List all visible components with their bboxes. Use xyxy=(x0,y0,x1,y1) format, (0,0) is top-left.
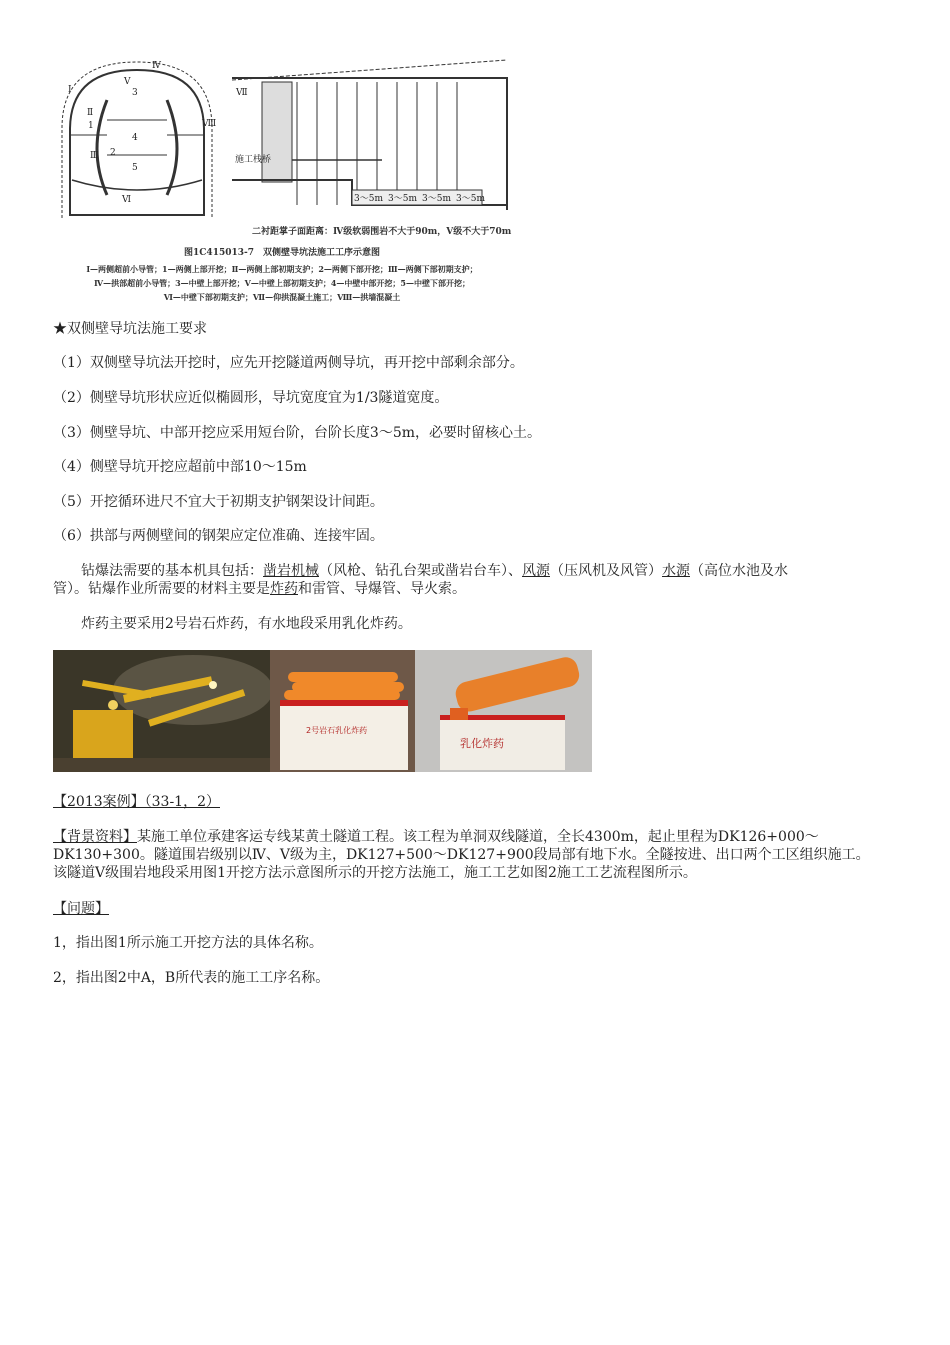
background-line-2: DK130+300。隧道围岩级别以Ⅳ、Ⅴ级为主，DK127+500～DK127+900段局部有地下水。全隧按进、出口两个工区组织施工。 xyxy=(53,847,870,863)
requirement-1: （1）双侧壁导坑法开挖时，应先开挖隧道两侧导坑，再开挖中部剩余部分。 xyxy=(53,355,524,371)
explosive-paragraph: 炸药主要采用2号岩石炸药，有水地段采用乳化炸药。 xyxy=(81,616,412,632)
label-r1: Ⅰ xyxy=(68,85,72,95)
machines-line2-b: 和雷管、导爆管、导火索。 xyxy=(298,581,466,597)
label-n3: 3 xyxy=(132,88,138,98)
requirement-3: （3）侧壁导坑、中部开挖应采用短台阶，台阶长度3～5m，必要时留核心土。 xyxy=(53,425,541,441)
machines-text-4: （高位水池及水 xyxy=(690,563,788,579)
label-n2: 2 xyxy=(110,148,116,158)
machines-text-3: （压风机及风管） xyxy=(550,563,662,579)
machines-intro: 钻爆法需要的基本机具包括： xyxy=(81,563,263,579)
step-label-2: 3～5m xyxy=(388,194,417,204)
tunnel-figure xyxy=(52,40,512,310)
requirement-2: （2）侧壁导坑形状应近似椭圆形，导坑宽度宜为1/3隧道宽度。 xyxy=(53,390,449,406)
bridge-label: 施工栈桥 xyxy=(235,155,272,165)
label-n1: 1 xyxy=(88,121,94,131)
machines-paragraph xyxy=(53,562,903,598)
term-water-source: 水源 xyxy=(662,563,690,579)
question-2: 2，指出图2中A，B所代表的施工工序名称。 xyxy=(53,970,330,986)
background-line-3: 该隧道Ⅴ级围岩地段采用图1开挖方法示意图所示的开挖方法施工，施工工艺如图2施工工艺流程图所示。 xyxy=(53,865,697,881)
explosive-box-photo xyxy=(270,650,415,772)
term-drilling-machinery: 凿岩机械 xyxy=(263,563,319,579)
label-n4: 4 xyxy=(132,133,138,143)
background-label: 【背景资料】 xyxy=(53,829,137,845)
background-line-1: 某施工单位承建客运专线某黄土隧道工程。该工程为单洞双线隧道，全长4300m，起止里程为DK126+000～ xyxy=(137,829,819,845)
section-heading: ★双侧壁导坑法施工要求 xyxy=(53,321,207,337)
tunnel-diagram xyxy=(52,40,512,240)
step-label-1: 3～5m xyxy=(354,194,383,204)
case-title: 【2013案例】（33-1，2） xyxy=(53,794,220,810)
label-n5: 5 xyxy=(132,163,138,173)
emulsion-explosive-photo xyxy=(415,650,592,772)
machines-text-2: （风枪、钻孔台架或凿岩台车）、 xyxy=(319,563,522,579)
box2-label: 乳化炸药 xyxy=(460,737,504,750)
label-r8: Ⅷ xyxy=(202,119,217,129)
label-r4: Ⅳ xyxy=(152,61,161,71)
figure-legend-1: Ⅰ—两侧超前小导管；1—两侧上部开挖；Ⅱ—两侧上部初期支护；2—两侧下部开挖；Ⅲ—两侧下部初期支护； xyxy=(86,264,478,274)
requirement-5: （5）开挖循环进尺不宜大于初期支护钢架设计间距。 xyxy=(53,494,384,510)
term-air-source: 风源 xyxy=(522,563,550,579)
step-label-3: 3～5m xyxy=(422,194,451,204)
requirement-4: （4）侧壁导坑开挖应超前中部10～15m xyxy=(53,459,307,475)
figure-note: 二衬距掌子面距离：Ⅳ级软弱围岩不大于90m，Ⅴ级不大于70m xyxy=(252,227,512,237)
requirement-6: （6）拱部与两侧壁间的钢架应定位准确、连接牢固。 xyxy=(53,528,384,544)
label-r3: Ⅲ xyxy=(90,151,99,161)
longitudinal-section xyxy=(232,60,507,210)
label-r2: Ⅱ xyxy=(87,108,94,118)
label-r6: Ⅵ xyxy=(122,195,132,205)
step-label-4: 3～5m xyxy=(456,194,485,204)
label-r7: Ⅶ xyxy=(236,88,248,98)
machines-line2-a: 管）。钻爆作业所需要的材料主要是 xyxy=(53,581,270,597)
term-explosive: 炸药 xyxy=(270,581,298,597)
label-r5: Ⅴ xyxy=(124,77,131,87)
figure-legend-2: Ⅳ—拱部超前小导管；3—中壁上部开挖；Ⅴ—中壁上部初期支护；4—中壁中部开挖；5—中壁下部开挖； xyxy=(94,278,470,288)
figure-legend-3: Ⅵ—中壁下部初期支护；Ⅶ—仰拱混凝土施工；Ⅷ—拱墙混凝土 xyxy=(163,292,401,302)
figure-title: 图1C415013-7 双侧壁导坑法施工工序示意图 xyxy=(184,248,380,258)
background-paragraph xyxy=(53,828,913,882)
box-label: 2号岩石乳化炸药 xyxy=(306,726,368,735)
question-1: 1，指出图1所示施工开挖方法的具体名称。 xyxy=(53,935,323,951)
questions-label: 【问题】 xyxy=(53,901,109,917)
drilling-jumbo-photo xyxy=(53,650,270,772)
